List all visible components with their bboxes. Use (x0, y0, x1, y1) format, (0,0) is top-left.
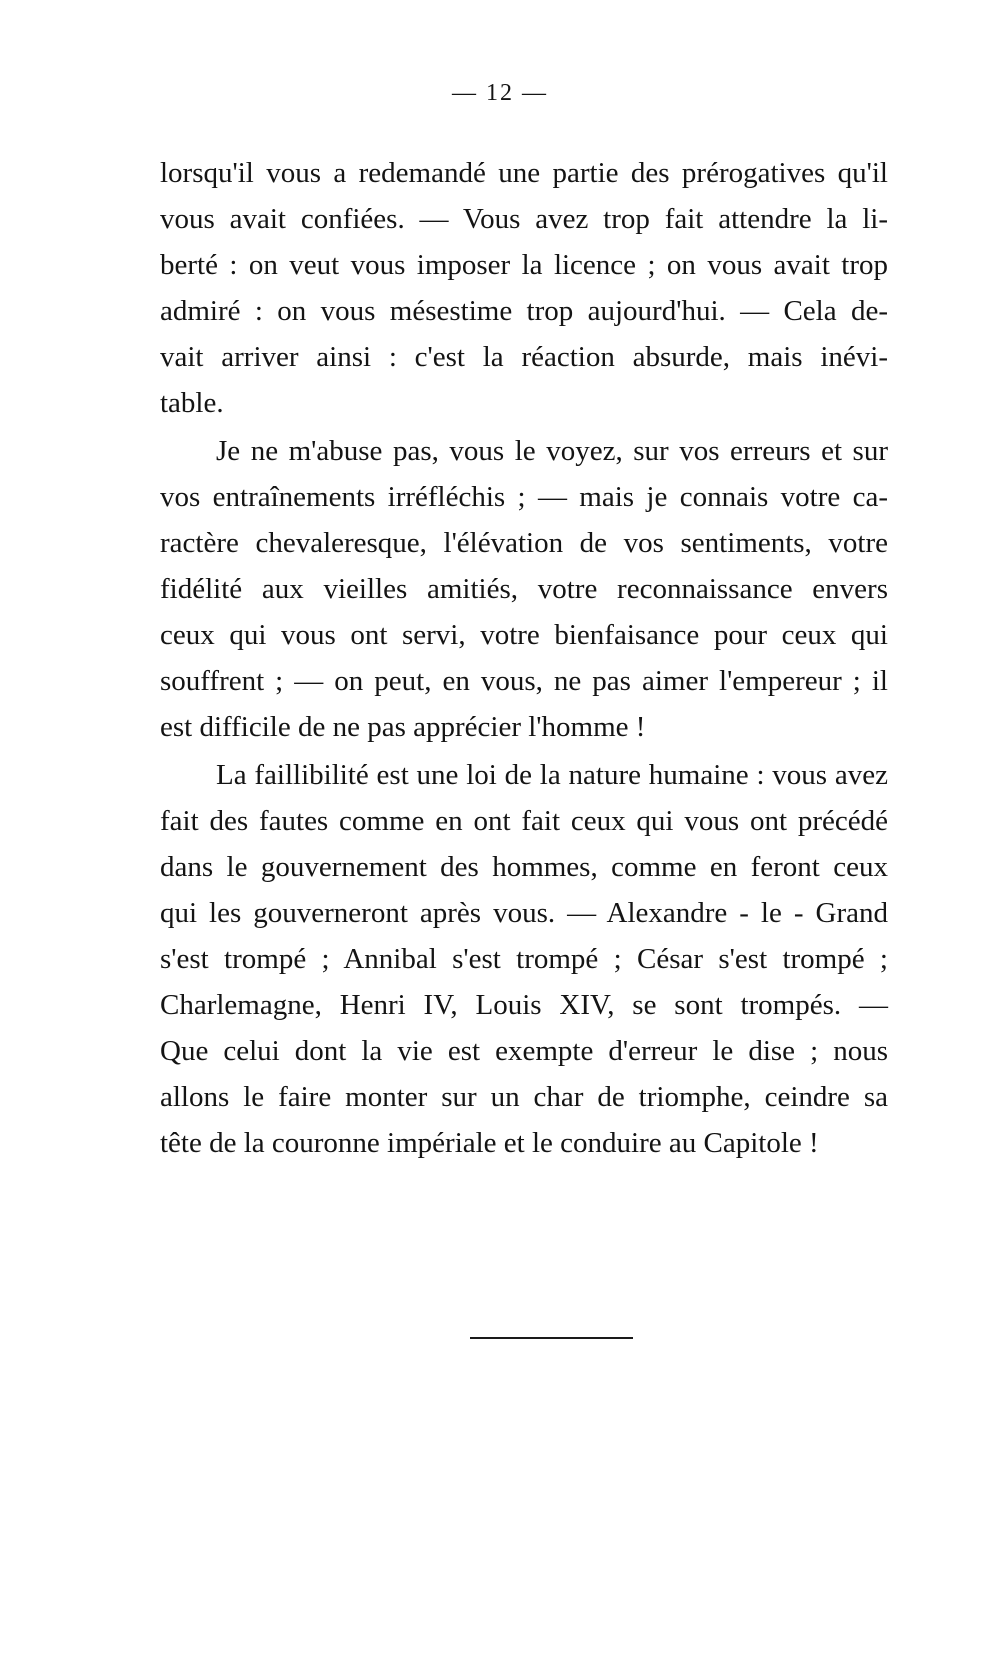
text-line: berté : on veut vous imposer la licence ; on vous avait trop (160, 249, 888, 281)
text-line: est difficile de ne pas apprécier l'homme ! (160, 711, 646, 743)
text-line: ractère chevaleresque, l'élévation de vos sentiments, votre (160, 527, 888, 559)
text-line: La faillibilité est une loi de la nature humaine : vous avez (216, 759, 888, 791)
text-line: souffrent ; — on peut, en vous, ne pas aimer l'empereur ; il (160, 665, 888, 697)
text-line: s'est trompé ; Annibal s'est trompé ; César s'est trompé ; (160, 943, 888, 975)
text-line: lorsqu'il vous a redemandé une partie des prérogatives qu'il (160, 157, 888, 189)
text-line: fidélité aux vieilles amitiés, votre reconnaissance envers (160, 573, 888, 605)
text-line: table. (160, 387, 224, 419)
text-line: vos entraînements irréfléchis ; — mais je connais votre ca- (160, 481, 888, 513)
text-line: dans le gouvernement des hommes, comme en feront ceux (160, 851, 888, 883)
paragraph (160, 428, 888, 750)
text-line: Je ne m'abuse pas, vous le voyez, sur vos erreurs et sur (216, 435, 888, 467)
end-rule (470, 1337, 633, 1339)
text-line: admiré : on vous mésestime trop aujourd'hui. — Cela de- (160, 295, 888, 327)
paragraph (160, 752, 888, 1166)
text-line: qui les gouverneront après vous. — Alexandre - le - Grand (160, 897, 888, 929)
text-line: tête de la couronne impériale et le conduire au Capitole ! (160, 1127, 819, 1159)
text-line: Que celui dont la vie est exempte d'erreur le dise ; nous (160, 1035, 888, 1067)
text-line: vous avait confiées. — Vous avez trop fait attendre la li- (160, 203, 888, 235)
body-text (160, 150, 888, 1166)
text-line: ceux qui vous ont servi, votre bienfaisance pour ceux qui (160, 619, 888, 651)
text-line: vait arriver ainsi : c'est la réaction absurde, mais inévi- (160, 341, 888, 373)
text-line: fait des fautes comme en ont fait ceux qui vous ont précédé (160, 805, 888, 837)
page-number: — 12 — (452, 80, 548, 106)
text-line: allons le faire monter sur un char de triomphe, ceindre sa (160, 1081, 888, 1113)
text-line: Charlemagne, Henri IV, Louis XIV, se sont trompés. — (160, 989, 888, 1021)
paragraph (160, 150, 888, 426)
